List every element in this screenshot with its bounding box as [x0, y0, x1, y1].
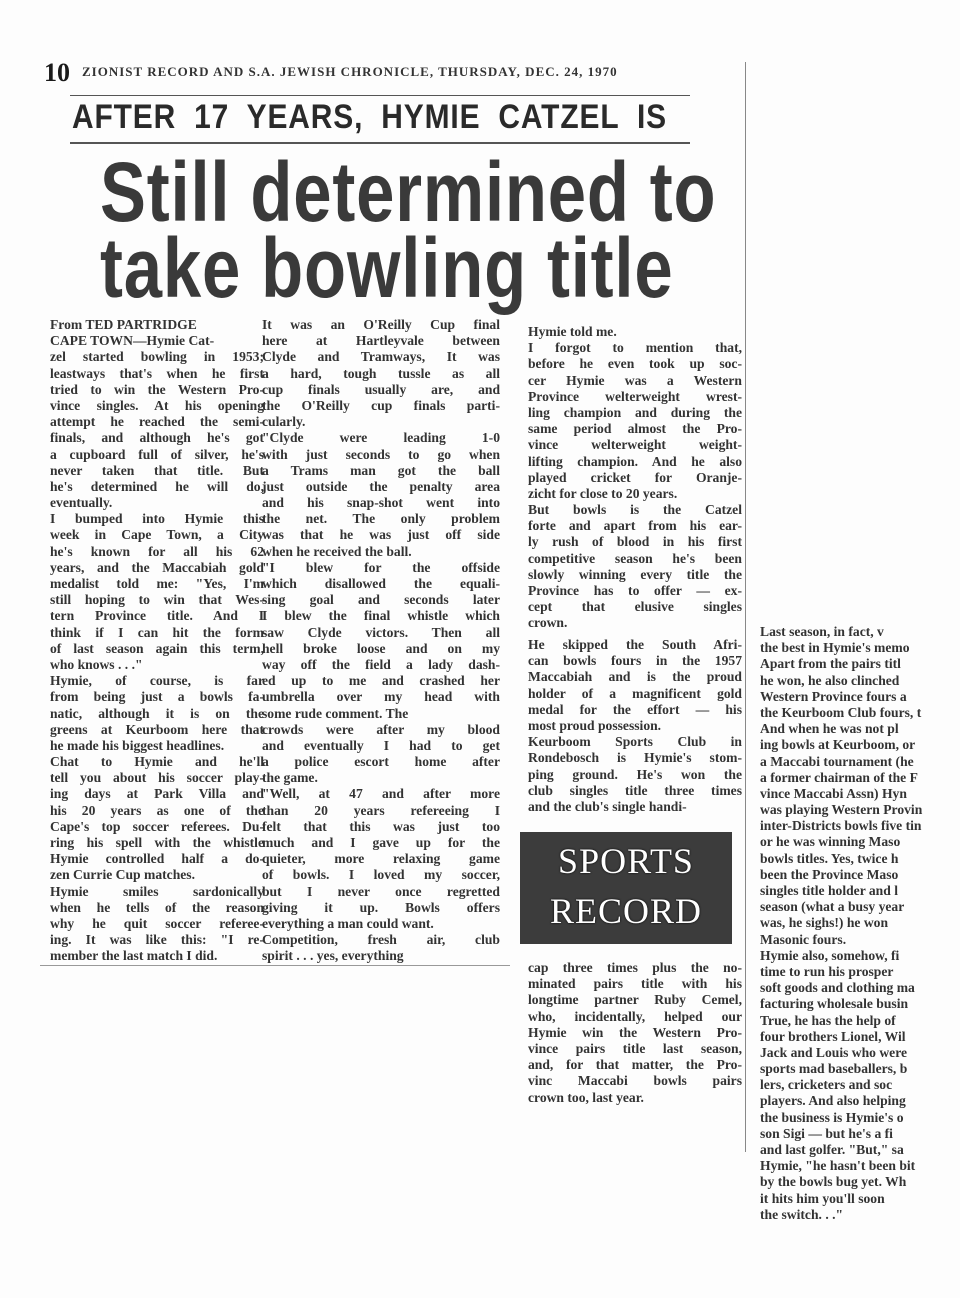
text-line: Rondebosch is Hymie's stom-	[528, 750, 742, 766]
text-line: Hymie, "he hasn't been bit	[760, 1158, 916, 1174]
text-line: was that he was just off side	[262, 527, 500, 543]
text-line: most proud possession.	[528, 717, 662, 733]
text-line: zel started bowling in 1953;	[50, 349, 264, 365]
text-line: zen Currie Cup matches.	[50, 867, 195, 883]
column-bottom-rule	[40, 965, 510, 966]
text-line: lers, cricketers and soc	[760, 1077, 893, 1093]
text-line: Keurboom Sports Club in	[528, 734, 742, 750]
text-line: minated pairs title with his	[528, 976, 742, 992]
text-line: years, and the Maccabiah gold	[50, 559, 264, 575]
text-line: the game.	[262, 770, 318, 786]
text-line: cer Hymie was a Western	[528, 372, 742, 388]
text-line: giving it up. Bowls offers	[262, 899, 500, 915]
text-line: crown too, last year.	[528, 1089, 644, 1105]
text-line: a police escort home after	[262, 754, 500, 770]
text-line: leastways that's when he first	[50, 365, 264, 381]
text-line: I bumped into Hymie this	[50, 511, 264, 527]
text-line: spirit . . . yes, everything	[262, 948, 404, 964]
text-line: four brothers Lionel, Wil	[760, 1028, 906, 1044]
text-line: ling champion and during the	[528, 404, 742, 420]
text-line: forte and apart from his ear-	[528, 518, 742, 534]
text-line: singles title holder and l	[760, 883, 898, 898]
text-line: same period almost the Pro-	[528, 421, 742, 437]
text-line: Cape's top soccer referees. Du-	[50, 818, 264, 834]
text-line: here at Hartleyvale between	[262, 333, 500, 349]
text-line: before he even took up soc-	[528, 356, 742, 372]
headline-line-1: Still determined to	[100, 145, 717, 239]
text-line: season (what a busy year	[760, 899, 905, 915]
text-line: Hymie, of course, is far	[50, 673, 264, 689]
text-line: players. And also helping	[760, 1093, 906, 1109]
text-line: True, he has the help of	[760, 1012, 896, 1028]
text-line: the O'Reilly cup finals parti-	[262, 397, 500, 413]
text-line: cap three times plus the no-	[528, 960, 742, 975]
text-line: quieter, more relaxing game	[262, 851, 500, 867]
text-line: time to run his prosper	[760, 963, 894, 979]
text-line: cept that elusive singles	[528, 599, 742, 615]
text-line: which disallowed the equali-	[262, 576, 500, 591]
text-line: of last season again this term,	[50, 640, 264, 656]
text-line: ing bowls at Keurboom, or	[760, 737, 916, 753]
text-line: but I never once regretted	[262, 883, 500, 899]
text-line: Hymie smiles sardonically	[50, 883, 264, 899]
text-line: inter-Districts bowls five tin	[760, 818, 922, 834]
text-line: just outside the penalty area	[262, 478, 500, 494]
text-line: Jack and Louis who were	[760, 1044, 908, 1060]
text-line: a Trams man got the ball	[262, 462, 500, 478]
article-column-3-bottom	[528, 960, 742, 1106]
text-line: Masonic fours.	[760, 931, 847, 947]
text-line: attempt he reached the semi-	[50, 414, 264, 430]
text-line: umbrella over my head with	[262, 689, 500, 705]
text-line: it hits him you'll soon	[760, 1190, 885, 1206]
text-line: felt that this was just too	[262, 818, 500, 834]
text-line: of bowls. I loved my soccer,	[262, 867, 500, 883]
text-line: Chat to Hymie and he'll	[50, 754, 264, 770]
text-line: the switch. . ."	[760, 1206, 844, 1222]
text-line: a cupboard full of silver, he's	[50, 446, 264, 462]
text-line: can bowls fours in the 1957	[528, 653, 742, 669]
headline-line-2: take bowling title	[100, 221, 674, 315]
text-line: he won, he also clinched	[760, 672, 900, 688]
text-line: eventually.	[50, 495, 113, 511]
sports-record-logo	[520, 832, 732, 944]
text-line: crown.	[528, 615, 568, 631]
text-line: member the last match I did.	[50, 948, 218, 964]
text-line: some rude comment. The	[262, 705, 409, 721]
text-line: medalist told me: "Yes, I'm	[50, 576, 264, 591]
text-line: tried to win the Western Pro-	[50, 381, 264, 397]
text-line: cularly.	[262, 414, 306, 430]
text-line: It was an O'Reilly Cup final	[262, 317, 500, 332]
text-line: Maccabiah and is the proud	[528, 669, 742, 685]
text-line: vince Maccabi Assn) Hyn	[760, 785, 907, 801]
kicker-headline: AFTER 17 YEARS, HYMIE CATZEL IS	[72, 98, 667, 136]
text-line: greens at Keurboom here that	[50, 721, 264, 737]
text-line: Province has to offer — ex-	[528, 583, 742, 598]
text-line: holder of a magnificent gold	[528, 685, 742, 701]
text-line: was playing Western Provin	[760, 802, 923, 818]
article-column-3-top	[528, 324, 742, 632]
text-line: He skipped the South Afri-	[528, 637, 742, 652]
text-line: bowls titles. Yes, twice h	[760, 850, 899, 866]
text-line: he's known for all his 62	[50, 543, 264, 559]
text-line: sports mad baseballers, b	[760, 1061, 908, 1077]
text-line: From TED PARTRIDGE	[50, 317, 197, 332]
text-line: But bowls is the Catzel	[528, 502, 742, 518]
text-line: Western Province fours a	[760, 688, 907, 704]
text-line: saw Clyde victors. Then all	[262, 624, 500, 640]
text-line: by the bowls bug yet. Wh	[760, 1174, 907, 1190]
masthead: ZIONIST RECORD AND S.A. JEWISH CHRONICLE, THURSDAY, DEC. 24, 1970	[82, 64, 618, 79]
article-column-2	[262, 317, 500, 965]
text-line: ping ground. He's won the	[528, 766, 742, 782]
text-line: week in Cape Town, a City	[50, 527, 264, 543]
text-line: tell you about his soccer play-	[50, 770, 264, 786]
text-line: ed up to me and crashed her	[262, 673, 500, 689]
text-line: and eventually I had to get	[262, 737, 500, 753]
text-line: and last golfer. "But," sa	[760, 1142, 904, 1157]
text-line: when he tells of the reason	[50, 899, 264, 915]
text-line: vinc Maccabi bowls pairs	[528, 1073, 742, 1089]
text-line: when he received the ball.	[262, 543, 412, 559]
text-line: natic, although it is on the	[50, 705, 264, 721]
kicker-top-rule	[70, 95, 690, 96]
text-line: Competition, fresh air, club	[262, 932, 500, 948]
text-line: he's determined he will do,	[50, 478, 264, 494]
text-line: why he quit soccer referee-	[50, 915, 264, 931]
page-number: 10	[44, 58, 70, 87]
text-line: everything a man could want.	[262, 915, 434, 931]
text-line: finals, and although he's got	[50, 430, 264, 446]
text-line: the best in Hymie's memo	[760, 640, 910, 656]
text-line: longtime partner Ruby Cemel,	[528, 992, 742, 1008]
text-line: think if I can hit the form	[50, 624, 264, 640]
text-line: Hymie told me.	[528, 324, 617, 339]
article-column-1	[50, 317, 264, 965]
text-line: from being just a bowls fa-	[50, 689, 264, 705]
text-line: soft goods and clothing ma	[760, 980, 915, 996]
text-line: the business is Hymie's o	[760, 1109, 904, 1125]
article-column-4	[760, 624, 960, 1223]
text-line: Hymie controlled half a do-	[50, 851, 264, 867]
text-line: crowds were after my blood	[262, 721, 500, 737]
text-line: he made his biggest headlines.	[50, 737, 225, 753]
sports-record-logo-line-2: RECORD	[549, 891, 703, 931]
text-line: a hard, tough tussle as all	[262, 365, 500, 381]
text-line: who knows . . ."	[50, 656, 143, 672]
text-line: ly rush of blood in his first	[528, 534, 742, 550]
text-line: or he was winning Maso	[760, 834, 901, 850]
text-line: sing goal and seconds later	[262, 592, 500, 608]
text-line: vince welterweight weight-	[528, 437, 742, 453]
text-line: his 20 years as one of the	[50, 802, 264, 818]
text-line: and, for that matter, the Pro-	[528, 1057, 742, 1073]
text-line: vince singles. At his opening	[50, 397, 264, 413]
text-line: ring his spell with the whistle	[50, 835, 264, 850]
text-line: played cricket for Oranje-	[528, 469, 742, 485]
text-line: Last season, in fact, v	[760, 624, 884, 639]
kicker-bottom-rule	[70, 142, 690, 144]
text-line: much and I gave up for the	[262, 835, 500, 850]
text-line: a Maccabi tournament (he	[760, 753, 914, 769]
text-line: slowly winning every title the	[528, 566, 742, 582]
article-column-3-middle	[528, 637, 742, 815]
text-line: "I blew for the offside	[262, 559, 500, 575]
text-line: never taken that title. But	[50, 462, 264, 478]
text-line: "Clyde were leading 1-0	[262, 430, 500, 446]
text-line: and his snap-shot went into	[262, 495, 500, 511]
text-line: lifting champion. And he also	[528, 453, 742, 469]
text-line: been the Province Maso	[760, 866, 899, 882]
text-line: ing days at Park Villa and	[50, 786, 264, 802]
text-line: facturing wholesale busin	[760, 996, 909, 1012]
text-line: I forgot to mention that,	[528, 340, 742, 356]
text-line: Province welterweight wrest-	[528, 388, 742, 404]
text-line: Hymie win the Western Pro-	[528, 1024, 742, 1040]
text-line: who, incidentally, helped our	[528, 1008, 742, 1024]
sports-record-logo-line-1: SPORTS	[558, 841, 694, 881]
text-line: son Sigi — but he's a fi	[760, 1125, 893, 1141]
text-line: medal for the effort — his	[528, 701, 742, 717]
text-line: zicht for close to 20 years.	[528, 485, 678, 501]
column-divider	[745, 62, 746, 1152]
text-line: Clyde and Tramways, It was	[262, 349, 500, 365]
text-line: hell broke loose and on my	[262, 640, 500, 656]
text-line: was, he sighs!) he won	[760, 915, 889, 931]
text-line: Apart from the pairs titl	[760, 656, 901, 672]
text-line: and the club's single handi-	[528, 798, 687, 814]
text-line: competitive season he's been	[528, 550, 742, 566]
text-line: than 20 years refereeing I	[262, 802, 500, 818]
text-line: cup finals usually are, and	[262, 381, 500, 397]
text-line: vince pairs title last season,	[528, 1040, 742, 1056]
text-line: And when he was not pl	[760, 721, 899, 737]
text-line: club singles title three times	[528, 782, 742, 798]
text-line: with just seconds to go when	[262, 446, 500, 462]
text-line: CAPE TOWN—Hymie Cat-	[50, 333, 215, 349]
text-line: ing. It was like this: "I re-	[50, 932, 264, 948]
text-line: the Keurboom Club fours, t	[760, 704, 922, 720]
text-line: the net. The only problem	[262, 511, 500, 527]
text-line: still hoping to win that Wes-	[50, 592, 264, 608]
text-line: "Well, at 47 and after more	[262, 786, 500, 802]
text-line: way off the field a lady dash-	[262, 656, 500, 672]
text-line: I blew the final whistle which	[262, 608, 500, 624]
text-line: Hymie also, somehow, fi	[760, 947, 900, 963]
text-line: a former chairman of the F	[760, 769, 918, 785]
text-line: tern Province title. And I	[50, 608, 264, 624]
